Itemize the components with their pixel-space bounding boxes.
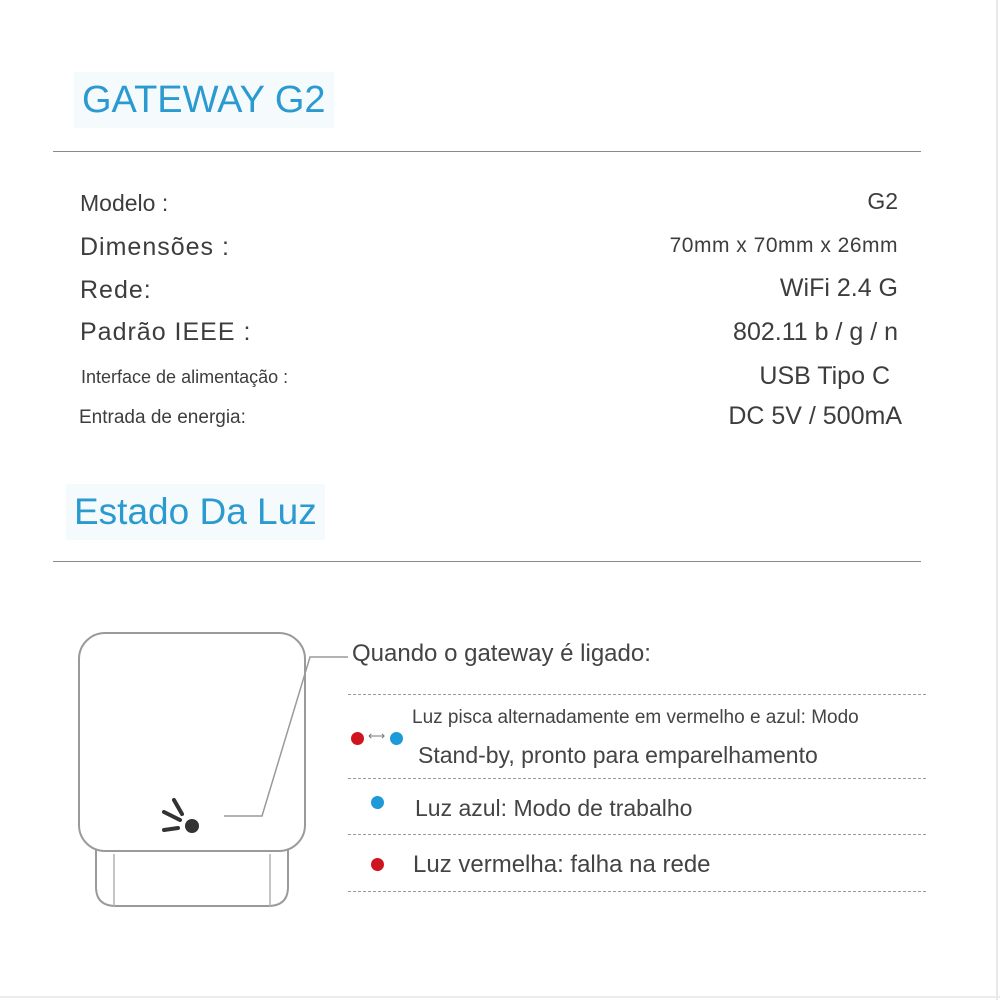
dashed-divider: [348, 834, 926, 835]
spec-value-model: G2: [867, 188, 898, 214]
state-network-failure: Luz vermelha: falha na rede: [413, 851, 711, 878]
title-divider: [53, 151, 921, 152]
frame-border-bottom: [0, 996, 1000, 998]
frame-border-right: [996, 0, 998, 1000]
gateway-device-illustration: [78, 632, 306, 908]
spec-value-ieee: 802.11 b / g / n: [733, 318, 898, 346]
spec-value-power-interface: USB Tipo C: [759, 362, 890, 390]
light-intro-text: Quando o gateway é ligado:: [352, 640, 651, 667]
state-working: Luz azul: Modo de trabalho: [415, 795, 693, 821]
state-standby-line2: Stand-by, pronto para emparelhamento: [418, 742, 818, 768]
dashed-divider: [348, 694, 926, 695]
red-dot-icon: [371, 858, 384, 871]
status-led-icon: [158, 792, 208, 842]
section-title: Estado Da Luz: [66, 484, 325, 540]
spec-label-ieee: Padrão IEEE :: [80, 318, 252, 346]
blue-dot-icon: [390, 732, 403, 745]
double-arrow-icon: ⟷: [368, 729, 386, 743]
spec-value-power-input: DC 5V / 500mA: [728, 402, 902, 430]
state-standby-line1: Luz pisca alternadamente em vermelho e azul: Modo: [412, 707, 859, 728]
spec-label-power-input: Entrada de energia:: [79, 407, 246, 428]
red-dot-icon: [351, 732, 364, 745]
spec-value-dimensions: 70mm x 70mm x 26mm: [669, 234, 898, 257]
dashed-divider: [348, 778, 926, 779]
spec-label-power-interface: Interface de alimentação :: [81, 367, 289, 387]
spec-label-model: Modelo :: [80, 190, 169, 216]
page-title: GATEWAY G2: [74, 72, 334, 128]
spec-label-dimensions: Dimensões :: [80, 233, 230, 261]
spec-value-network: WiFi 2.4 G: [779, 274, 898, 302]
section-divider: [53, 561, 921, 562]
spec-label-network: Rede:: [80, 276, 152, 304]
blue-dot-icon: [371, 796, 384, 809]
dashed-divider: [348, 891, 926, 892]
